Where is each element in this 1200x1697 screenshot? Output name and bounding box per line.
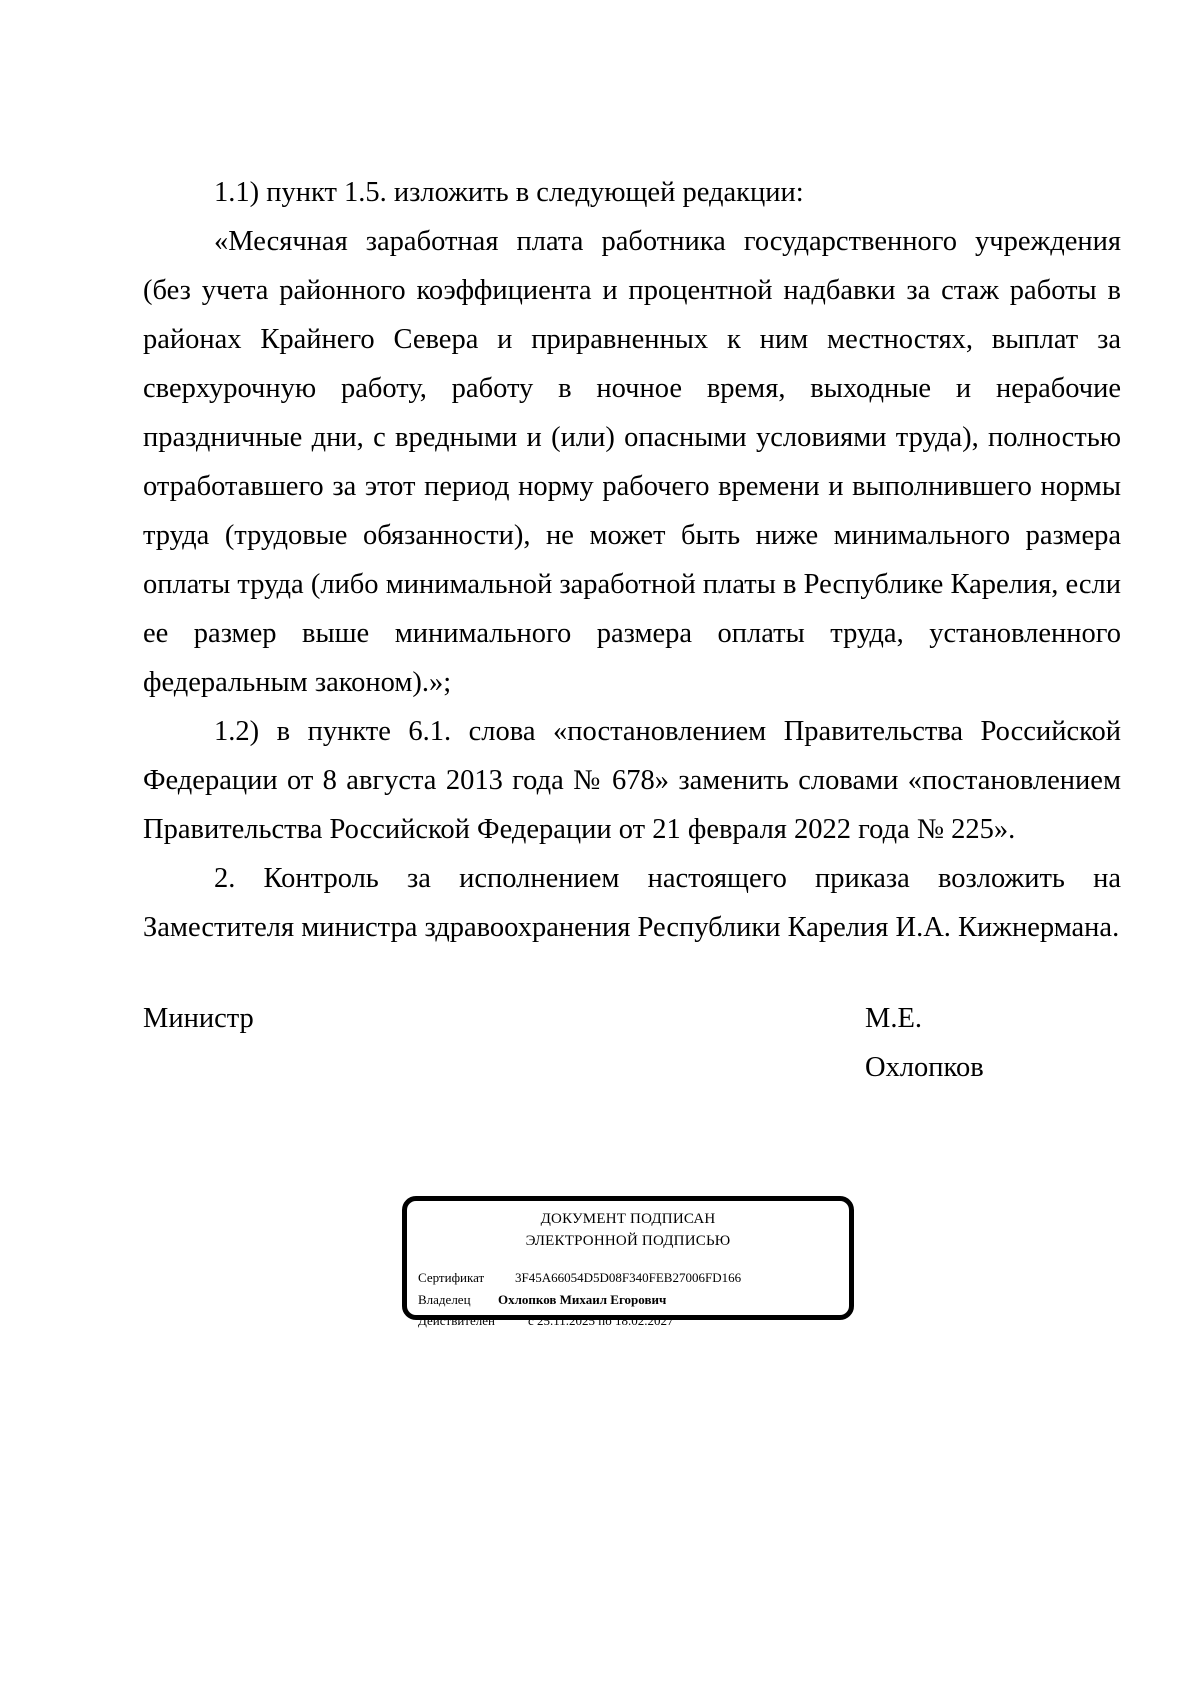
certificate-value: 3F45A66054D5D08F340FEB27006FD166	[515, 1270, 742, 1285]
electronic-signature-stamp	[402, 1196, 854, 1328]
stamp-title-line2: ЭЛЕКТРОННОЙ ПОДПИСЬЮ	[525, 1233, 731, 1249]
signatory-name: М.Е. Охлопков	[865, 1003, 984, 1083]
document-body	[143, 168, 1121, 952]
owner-value: Охлопков Михаил Егорович	[498, 1292, 667, 1307]
signature-block	[143, 994, 1043, 1083]
owner-label: Владелец	[418, 1292, 471, 1307]
stamp-title-line1: ДОКУМЕНТ ПОДПИСАН	[540, 1211, 716, 1227]
paragraph-item-2: 2. Контроль за исполнением настоящего приказа возложить на Заместителя министра здравоохранения Республики Карелия И.А. Кижнермана.	[143, 863, 1121, 943]
valid-value: с 25.11.2025 по 18.02.2027	[528, 1313, 674, 1328]
stamp-validity-row	[418, 1311, 674, 1331]
valid-label: Действителен	[418, 1313, 495, 1328]
paragraph-item-1-1: 1.1) пункт 1.5. изложить в следующей редакции:	[214, 177, 804, 208]
stamp-owner-row	[418, 1290, 666, 1310]
paragraph-new-wording: «Месячная заработная плата работника государственного учреждения (без учета районного коэффициента и процентной надбавки за стаж работы в районах Крайнего Севера и приравненных к ним местностях, выплат за сверхурочную работу, работу в ночное время, выходные и нерабочие праздничные дни, с вредными и (или) опасными условиями труда), полностью отработавшего за этот период норму рабочего времени и выполнившего нормы труда (трудовые обязанности), не может быть ниже минимального размера оплаты труда (либо минимальной заработной платы в Республике Карелия, если ее размер выше минимального размера оплаты труда, установленного федеральным законом).»;	[143, 226, 1121, 698]
signatory-role: Министр	[143, 1003, 254, 1034]
paragraph-item-1-2: 1.2) в пункте 6.1. слова «постановлением Правительства Российской Федерации от 8 августа 2013 года № 678» заменить словами «постановлением Правительства Российской Федерации от 21 февраля 2022 года № 225».	[143, 716, 1121, 845]
certificate-label: Сертификат	[418, 1270, 485, 1285]
stamp-certificate-row	[418, 1268, 741, 1288]
